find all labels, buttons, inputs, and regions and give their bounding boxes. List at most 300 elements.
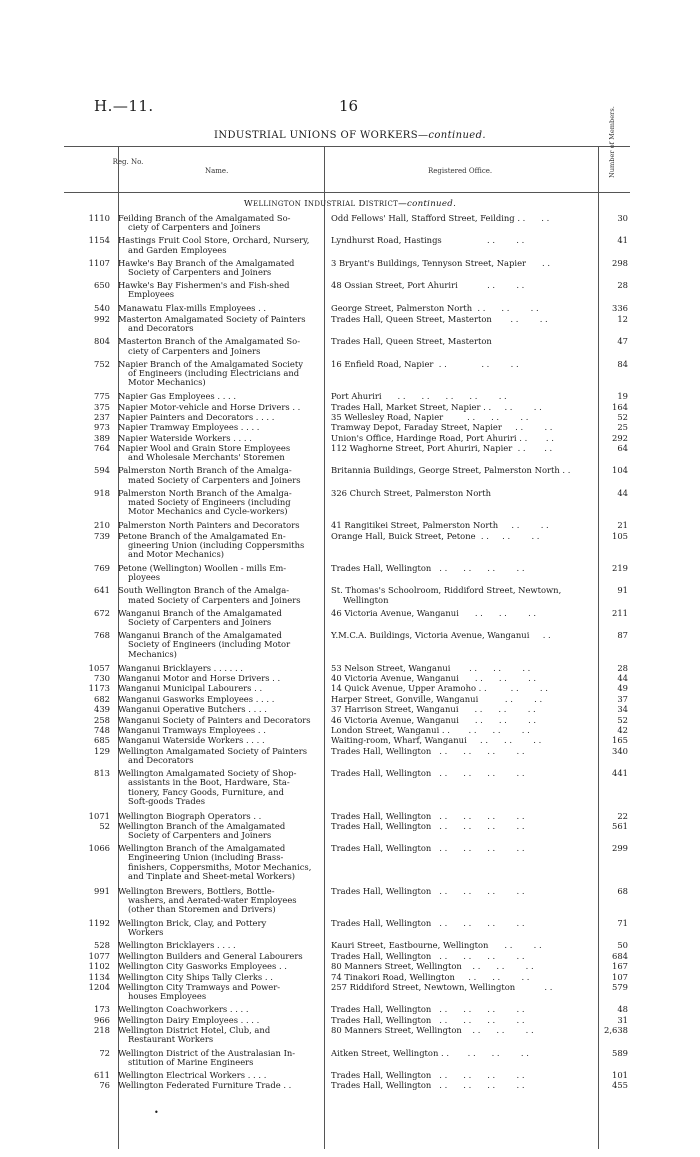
- office-line: Wellington: [343, 594, 389, 605]
- union-name-line: of Engineers (including Electricians and: [128, 367, 300, 378]
- union-name-line: houses Employees: [128, 991, 207, 1002]
- registered-office: [331, 434, 596, 443]
- union-name: [118, 674, 321, 683]
- union-name: [118, 695, 321, 704]
- union-name-line: Napier Waterside Workers . . . .: [118, 432, 252, 443]
- union-name-line: Wellington Dairy Employees . . . .: [118, 1014, 260, 1025]
- reg-number: 237: [94, 411, 110, 422]
- union-name: [118, 423, 321, 432]
- reg-number: 129: [94, 745, 110, 756]
- member-count: 164: [612, 401, 628, 412]
- member-count: 105: [612, 530, 628, 541]
- union-name-line: Napier Branch of the Amalgamated Society: [118, 358, 303, 369]
- reg-number: 1107: [88, 257, 110, 268]
- registered-office: [331, 1049, 596, 1058]
- reg-number: 375: [94, 401, 110, 412]
- registered-office: [331, 684, 596, 693]
- union-name-line: ployees: [128, 572, 161, 583]
- union-name-line: Restaurant Workers: [128, 1034, 214, 1045]
- union-name: [118, 259, 321, 277]
- union-name: [118, 489, 321, 517]
- office-line: Y.M.C.A. Buildings, Victoria Avenue, Wanganui . .: [331, 631, 551, 641]
- union-name: [118, 952, 321, 961]
- reg-number: 1066: [88, 843, 110, 854]
- office-line: Union's Office, Hardinge Road, Port Ahuriri . . . .: [331, 433, 554, 443]
- member-count: 31: [617, 1014, 628, 1025]
- office-line: Trades Hall, Wellington . . . . . . . .: [331, 951, 525, 961]
- union-name: [118, 1071, 321, 1080]
- office-line: 46 Victoria Avenue, Wanganui . . . . . .: [331, 715, 537, 725]
- table-row: [0, 705, 700, 715]
- union-name-line: Soft-goods Trades: [128, 795, 206, 806]
- district-d: D: [358, 199, 366, 209]
- union-name: [118, 684, 321, 693]
- reg-number: 258: [94, 714, 110, 725]
- union-name-line: and Decorators: [128, 323, 194, 334]
- reg-number: 1110: [88, 213, 110, 223]
- reg-number: 682: [94, 693, 110, 704]
- member-count: 28: [617, 280, 628, 291]
- office-line: 257 Riddiford Street, Newtown, Wellington . .: [331, 983, 553, 993]
- registered-office: [331, 304, 596, 313]
- union-name: [118, 466, 321, 484]
- office-line: Waiting-room, Wharf, Wanganui . . . . . .: [331, 736, 542, 746]
- member-count: 48: [617, 1004, 628, 1015]
- union-name-line: Wellington Federated Furniture Trade . .: [118, 1080, 292, 1091]
- union-name: [118, 413, 321, 422]
- office-line: 41 Rangitikei Street, Palmerston North . . . .: [331, 521, 549, 531]
- reg-number: 76: [99, 1080, 110, 1091]
- union-name-line: mated Society of Carpenters and Joiners: [128, 594, 301, 605]
- union-name-line: Masterton Amalgamated Society of Painters: [118, 313, 306, 324]
- registered-office: [331, 489, 596, 498]
- union-name-line: Wanganui Bricklayers . . . . . .: [118, 662, 243, 673]
- member-count: 68: [617, 885, 628, 896]
- union-name-line: Petone (Wellington) Woollen - mills Em-: [118, 563, 287, 574]
- column-header-office: Registered Office.: [428, 167, 493, 175]
- registered-office: [331, 1005, 596, 1014]
- member-count: 50: [617, 940, 628, 951]
- registered-office: [331, 214, 596, 223]
- member-count: 455: [612, 1080, 628, 1091]
- table-row: [0, 392, 700, 402]
- union-name-line: Wellington Amalgamated Society of Painters: [118, 745, 308, 756]
- union-name-line: Wellington Brewers, Bottlers, Bottle-: [118, 885, 275, 896]
- reg-number: 389: [94, 432, 110, 443]
- reg-number: 768: [94, 630, 110, 641]
- union-name-line: Napier Tramway Employees . . . .: [118, 422, 260, 433]
- union-name-line: Wellington District Hotel, Club, and: [118, 1025, 271, 1036]
- table-row: [0, 281, 700, 303]
- union-name-line: Hawke's Bay Branch of the Amalgamated: [118, 257, 295, 268]
- district-i: I: [304, 199, 308, 209]
- page-mark: •: [154, 1108, 159, 1117]
- member-count: 107: [612, 971, 628, 982]
- union-name: [118, 521, 321, 530]
- member-count: 30: [617, 213, 628, 223]
- union-name: [118, 726, 321, 735]
- office-line: Trades Hall, Wellington . . . . . . . .: [331, 1015, 525, 1025]
- registered-office: [331, 337, 596, 346]
- member-count: 579: [612, 982, 628, 993]
- office-line: 112 Waghorne Street, Port Ahuriri, Napier . . . .: [331, 444, 553, 454]
- office-line: 74 Tinakori Road, Wellington . . . . . .: [331, 972, 530, 982]
- reg-number: 918: [94, 487, 110, 498]
- table-row: [0, 337, 700, 359]
- registered-office: [331, 919, 596, 928]
- page-title: [0, 130, 700, 141]
- office-line: 37 Harrison Street, Wanganui . . . . . .: [331, 705, 536, 715]
- member-count: 84: [617, 358, 628, 369]
- office-line: Trades Hall, Wellington . . . . . . . .: [331, 821, 525, 831]
- union-name-line: stitution of Marine Engineers: [128, 1056, 254, 1067]
- column-header-name: Name.: [205, 167, 229, 175]
- office-line: London Street, Wanganui . . . . . . . .: [331, 725, 530, 735]
- office-line: 14 Quick Avenue, Upper Aramoho . . . . . .: [331, 684, 548, 694]
- registered-office: [331, 812, 596, 821]
- district-w-rest: ELLINGTON: [253, 200, 302, 208]
- union-name: [118, 1026, 321, 1044]
- union-name: [118, 403, 321, 412]
- registered-office: [331, 674, 596, 683]
- union-name: [118, 664, 321, 673]
- union-name: [118, 564, 321, 582]
- registered-office: [331, 236, 596, 245]
- union-name-line: and Decorators: [128, 754, 194, 765]
- union-name: [118, 315, 321, 333]
- office-line: 46 Victoria Avenue, Wanganui . . . . . .: [331, 608, 537, 618]
- union-name: [118, 822, 321, 840]
- union-name-line: Wellington Electrical Workers . . . .: [118, 1069, 267, 1080]
- union-name-line: Palmerston North Branch of the Amalga-: [118, 487, 292, 498]
- union-name-line: Petone Branch of the Amalgamated En-: [118, 530, 286, 541]
- union-table: [0, 214, 700, 1092]
- union-name-line: Wanganui Municipal Labourers . .: [118, 683, 263, 694]
- registered-office: [331, 413, 596, 422]
- office-line: Trades Hall, Wellington . . . . . . . .: [331, 919, 525, 929]
- reg-number: 218: [94, 1025, 110, 1036]
- union-name: [118, 532, 321, 560]
- member-count: 684: [612, 950, 628, 961]
- registered-office: [331, 1026, 596, 1035]
- union-name-line: Wellington Builders and General Labourers: [118, 950, 303, 961]
- reg-number: 966: [94, 1014, 110, 1025]
- member-count: 64: [617, 443, 628, 454]
- union-name-line: Wellington Biograph Operators . .: [118, 810, 262, 821]
- office-line: Trades Hall, Queen Street, Masterton: [331, 337, 492, 347]
- registered-office: [331, 822, 596, 831]
- member-count: 336: [612, 302, 628, 313]
- reg-number: 992: [94, 313, 110, 324]
- union-name-line: gineering Union (including Coppersmiths: [128, 539, 305, 550]
- union-name-line: Wellington City Tramways and Power-: [118, 982, 281, 993]
- registered-office: [331, 726, 596, 735]
- office-line: Trades Hall, Wellington . . . . . . . .: [331, 564, 525, 574]
- member-count: 87: [617, 630, 628, 641]
- registered-office: [331, 952, 596, 961]
- office-line: Trades Hall, Wellington . . . . . . . .: [331, 811, 525, 821]
- table-row: [0, 1026, 700, 1048]
- union-name-line: Motor Mechanics): [128, 377, 206, 388]
- office-line: Britannia Buildings, George Street, Palmerston North . .: [331, 466, 571, 476]
- registered-office: [331, 564, 596, 573]
- table-row: [0, 1081, 700, 1091]
- union-name-line: Wanganui Branch of the Amalgamated: [118, 607, 282, 618]
- table-row: [0, 887, 700, 919]
- union-name: [118, 214, 321, 232]
- reg-number: 764: [94, 443, 110, 454]
- member-count: 21: [617, 520, 628, 531]
- member-count: 37: [617, 693, 628, 704]
- reg-number: 804: [94, 336, 110, 347]
- union-name-line: Mechanics): [128, 648, 177, 659]
- member-count: 71: [617, 918, 628, 929]
- union-name: [118, 304, 321, 313]
- office-line: Harper Street, Gonville, Wanganui . . . .: [331, 694, 543, 704]
- report-code: H.—11.: [94, 97, 154, 115]
- union-name-line: Palmerston North Branch of the Amalga-: [118, 465, 292, 476]
- table-row: [0, 214, 700, 236]
- table-row: [0, 315, 700, 337]
- office-line: Trades Hall, Wellington . . . . . . . .: [331, 746, 525, 756]
- union-name-line: Wanganui Branch of the Amalgamated: [118, 630, 282, 641]
- union-name-line: Wanganui Tramways Employees . .: [118, 724, 266, 735]
- registered-office: [331, 716, 596, 725]
- reg-number: 210: [94, 520, 110, 531]
- member-count: 441: [612, 768, 628, 779]
- member-count: 25: [617, 422, 628, 433]
- union-name-line: Masterton Branch of the Amalgamated So-: [118, 336, 301, 347]
- union-name-line: Napier Motor-vehicle and Horse Drivers . .: [118, 401, 301, 412]
- page-number: 16: [339, 97, 359, 115]
- registered-office: [331, 444, 596, 453]
- member-count: 219: [612, 563, 628, 574]
- registered-office: [331, 609, 596, 618]
- union-name-line: Wanganui Operative Butchers . . . .: [118, 704, 267, 715]
- table-row: [0, 259, 700, 281]
- reg-number: 973: [94, 422, 110, 433]
- reg-number: 52: [99, 820, 110, 831]
- reg-number: 528: [94, 940, 110, 951]
- member-count: 42: [617, 724, 628, 735]
- district-d-rest: ISTRICT: [365, 200, 399, 208]
- registered-office: [331, 887, 596, 896]
- union-name-line: Wellington Branch of the Amalgamated: [118, 820, 286, 831]
- reg-number: 439: [94, 704, 110, 715]
- union-name-line: tionery, Fancy Goods, Furniture, and: [128, 786, 284, 797]
- reg-number: 1204: [88, 982, 110, 993]
- office-line: Trades Hall, Wellington . . . . . . . .: [331, 1081, 525, 1091]
- union-name: [118, 392, 321, 401]
- table-row: [0, 489, 700, 521]
- union-name-line: Wanganui Waterside Workers . . . .: [118, 735, 265, 746]
- union-name: [118, 962, 321, 971]
- member-count: 41: [617, 235, 628, 246]
- reg-number: 672: [94, 607, 110, 618]
- union-name: [118, 1081, 321, 1090]
- reg-number: 1057: [88, 662, 110, 673]
- union-name-line: finishers, Coppersmiths, Motor Mechanics,: [128, 861, 312, 872]
- office-line: 326 Church Street, Palmerston North: [331, 488, 492, 498]
- registered-office: [331, 281, 596, 290]
- office-line: 48 Ossian Street, Port Ahuriri . . . .: [331, 281, 525, 291]
- table-header-rule: [64, 192, 630, 193]
- office-line: 40 Victoria Avenue, Wanganui . . . . . .: [331, 673, 537, 683]
- union-name-line: Wanganui Gasworks Employees . . . .: [118, 693, 275, 704]
- union-name: [118, 631, 321, 659]
- union-name-line: Wellington District of the Australasian In-: [118, 1047, 296, 1058]
- union-name-line: South Wellington Branch of the Amalga-: [118, 585, 290, 596]
- union-name: [118, 747, 321, 765]
- office-line: 3 Bryant's Buildings, Tennyson Street, Napier . .: [331, 258, 551, 268]
- reg-number: 1071: [88, 810, 110, 821]
- member-count: 49: [617, 683, 628, 694]
- office-line: Lyndhurst Road, Hastings . . . .: [331, 236, 525, 246]
- reg-number: 739: [94, 530, 110, 541]
- union-name-line: Engineering Union (including Brass-: [128, 852, 284, 863]
- member-count: 52: [617, 411, 628, 422]
- member-count: 47: [617, 336, 628, 347]
- member-count: 101: [612, 1069, 628, 1080]
- member-count: 12: [617, 313, 628, 324]
- member-count: 44: [617, 487, 628, 498]
- district-heading: [0, 199, 700, 209]
- registered-office: [331, 423, 596, 432]
- union-name: [118, 337, 321, 355]
- member-count: 22: [617, 810, 628, 821]
- registered-office: [331, 466, 596, 475]
- reg-number: 173: [94, 1004, 110, 1015]
- member-count: 292: [612, 432, 628, 443]
- district-w: W: [243, 199, 254, 209]
- union-name-line: washers, and Aerated-water Employees: [128, 894, 297, 905]
- union-name: [118, 941, 321, 950]
- registered-office: [331, 392, 596, 401]
- table-row: [0, 631, 700, 663]
- table-row: [0, 747, 700, 769]
- union-name: [118, 919, 321, 937]
- registered-office: [331, 664, 596, 673]
- union-name: [118, 236, 321, 254]
- union-name-line: Society of Engineers (including Motor: [128, 639, 291, 650]
- union-name-line: (other than Storemen and Drivers): [128, 904, 276, 915]
- union-name-line: Wellington Branch of the Amalgamated: [118, 843, 286, 854]
- office-line: George Street, Palmerston North . . . . . .: [331, 303, 539, 313]
- union-name-line: and Tinplate and Sheet-metal Workers): [128, 870, 296, 881]
- member-count: 165: [612, 735, 628, 746]
- union-name: [118, 609, 321, 627]
- reg-number: 540: [94, 302, 110, 313]
- union-name-line: Manawatu Flax-mills Employees . .: [118, 302, 267, 313]
- registered-office: [331, 695, 596, 704]
- table-row: [0, 822, 700, 844]
- member-count: 299: [612, 843, 628, 854]
- union-name-line: Napier Wool and Grain Store Employees: [118, 443, 291, 454]
- office-line: 16 Enfield Road, Napier . . . . . .: [331, 359, 519, 369]
- reg-number: 752: [94, 358, 110, 369]
- office-line: Aitken Street, Wellington . . . . . . . .: [331, 1048, 529, 1058]
- member-count: 211: [612, 607, 628, 618]
- union-name: [118, 812, 321, 821]
- union-name: [118, 1049, 321, 1067]
- reg-number: 775: [94, 391, 110, 402]
- member-count: 28: [617, 662, 628, 673]
- union-name-line: Wanganui Society of Painters and Decorators: [118, 714, 311, 725]
- union-name-line: and Garden Employees: [128, 244, 227, 255]
- reg-number: 1154: [88, 235, 110, 246]
- union-name-line: Wellington Amalgamated Society of Shop-: [118, 768, 297, 779]
- registered-office: [331, 1016, 596, 1025]
- union-name-line: Workers: [128, 927, 164, 938]
- union-name-line: Motor Mechanics and Cycle-workers): [128, 506, 288, 517]
- title-text: INDUSTRIAL UNIONS OF WORKERS: [213, 130, 418, 141]
- union-name: [118, 769, 321, 806]
- office-line: Kauri Street, Eastbourne, Wellington . . . .: [331, 941, 542, 951]
- office-line: 80 Manners Street, Wellington . . . . . .: [331, 962, 534, 972]
- table-row: [0, 844, 700, 886]
- union-name: [118, 973, 321, 982]
- reg-number: 1134: [88, 971, 110, 982]
- district-suffix: —continued.: [398, 199, 457, 209]
- union-name-line: Wellington Bricklayers . . . .: [118, 940, 236, 951]
- union-name: [118, 360, 321, 388]
- union-name-line: and Motor Mechanics): [128, 549, 225, 560]
- registered-office: [331, 532, 596, 541]
- registered-office: [331, 973, 596, 982]
- union-name: [118, 281, 321, 299]
- reg-number: 813: [94, 768, 110, 779]
- member-count: 2,638: [604, 1025, 628, 1036]
- table-row: [0, 586, 700, 608]
- union-name-line: Feilding Branch of the Amalgamated So-: [118, 213, 291, 223]
- registered-office: [331, 747, 596, 756]
- table-row: [0, 769, 700, 811]
- registered-office: [331, 259, 596, 268]
- column-header-members: [608, 106, 630, 192]
- member-count: 340: [612, 745, 628, 756]
- registered-office: [331, 315, 596, 324]
- registered-office: [331, 962, 596, 971]
- member-count: 104: [612, 465, 628, 476]
- registered-office: [331, 1071, 596, 1080]
- union-name-line: and Wholesale Merchants' Storemen: [128, 452, 285, 463]
- union-name-line: Wellington City Gasworks Employees . .: [118, 961, 287, 972]
- member-count: 91: [617, 585, 628, 596]
- office-line: 80 Manners Street, Wellington . . . . . .: [331, 1026, 534, 1036]
- reg-number: 611: [94, 1069, 110, 1080]
- reg-number: 748: [94, 724, 110, 735]
- reg-number: 594: [94, 465, 110, 476]
- registered-office: [331, 983, 596, 992]
- office-line: Trades Hall, Wellington . . . . . . . .: [331, 769, 525, 779]
- union-name: [118, 444, 321, 462]
- registered-office: [331, 586, 596, 604]
- union-name-line: ciety of Carpenters and Joiners: [128, 345, 261, 356]
- union-name-line: Hastings Fruit Cool Store, Orchard, Nursery,: [118, 235, 310, 246]
- union-name: [118, 983, 321, 1001]
- registered-office: [331, 769, 596, 778]
- union-name-line: mated Society of Carpenters and Joiners: [128, 474, 301, 485]
- registered-office: [331, 631, 596, 640]
- member-count: 589: [612, 1047, 628, 1058]
- office-line: Odd Fellows' Hall, Stafford Street, Feilding . . . .: [331, 214, 550, 223]
- member-count: 34: [617, 704, 628, 715]
- reg-number: 72: [99, 1047, 110, 1058]
- office-line: Trades Hall, Market Street, Napier . . . . . .: [331, 402, 542, 412]
- registered-office: [331, 844, 596, 853]
- registered-office: [331, 941, 596, 950]
- table-row: [0, 564, 700, 586]
